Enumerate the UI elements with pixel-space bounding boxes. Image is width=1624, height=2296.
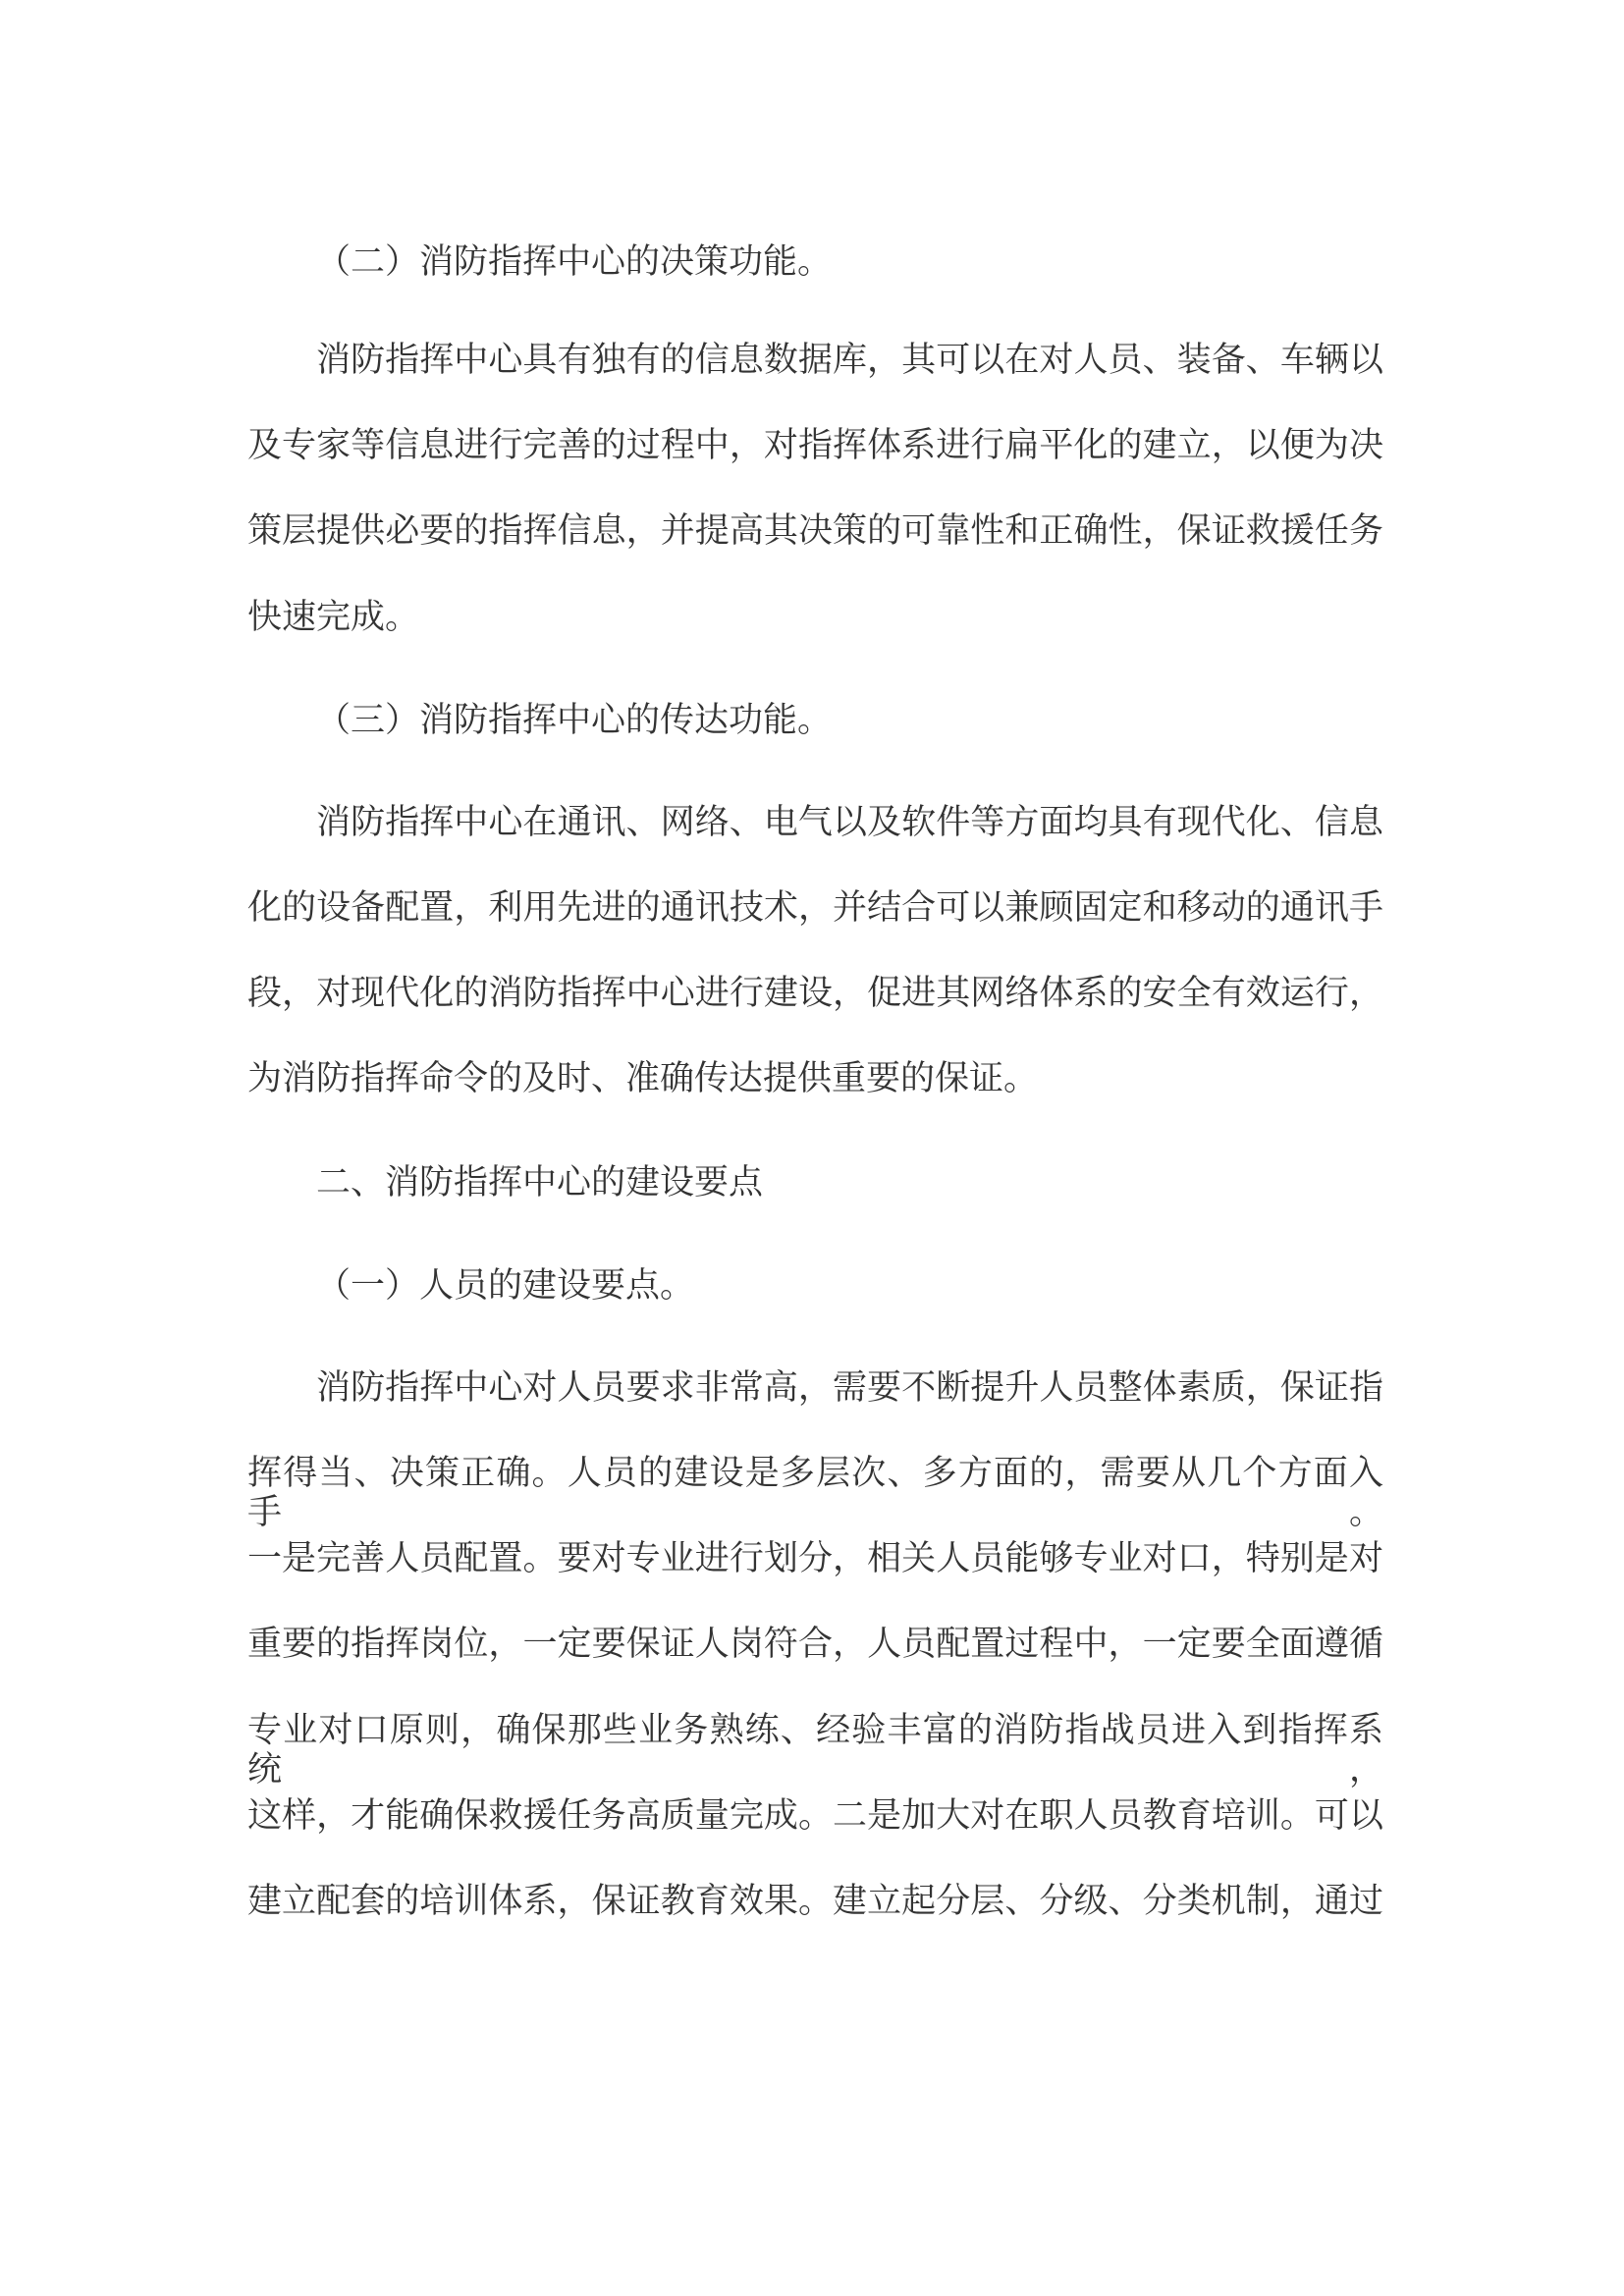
- paragraph-line: 挥得当、决策正确。人员的建设是多层次、多方面的，需要从几个方面入手。: [247, 1454, 1383, 1532]
- paragraph-line: 这样，才能确保救援任务高质量完成。二是加大对在职人员教育培训。可以: [247, 1796, 1383, 1836]
- paragraph-line: 消防指挥中心在通讯、网络、电气以及软件等方面均具有现代化、信息: [316, 803, 1383, 842]
- paragraph-line: 快速完成。: [247, 598, 420, 637]
- paragraph-line: 重要的指挥岗位，一定要保证人岗符合，人员配置过程中，一定要全面遵循: [247, 1625, 1383, 1664]
- paragraph-line: 消防指挥中心对人员要求非常高，需要不断提升人员整体素质，保证指: [316, 1368, 1383, 1408]
- paragraph-line: 建立配套的培训体系，保证教育效果。建立起分层、分级、分类机制，通过: [247, 1882, 1383, 1921]
- paragraph-line: 策层提供必要的指挥信息，并提高其决策的可靠性和正确性，保证救援任务: [247, 511, 1383, 551]
- paragraph-line: 及专家等信息进行完善的过程中，对指挥体系进行扁平化的建立，以便为决: [247, 426, 1383, 465]
- section-heading-personnel: （一）人员的建设要点。: [316, 1266, 695, 1306]
- section-heading-transmission: （三）消防指挥中心的传达功能。: [316, 701, 833, 740]
- paragraph-line: 消防指挥中心具有独有的信息数据库，其可以在对人员、装备、车辆以: [316, 341, 1383, 380]
- paragraph-line: 一是完善人员配置。要对专业进行划分，相关人员能够专业对口，特别是对: [247, 1539, 1383, 1578]
- paragraph-line: 化的设备配置，利用先进的通讯技术，并结合可以兼顾固定和移动的通讯手: [247, 888, 1383, 928]
- section-heading-decision: （二）消防指挥中心的决策功能。: [316, 242, 833, 282]
- paragraph-line: 段，对现代化的消防指挥中心进行建设，促进其网络体系的安全有效运行，: [247, 974, 1383, 1013]
- chapter-heading-key-points: 二、消防指挥中心的建设要点: [316, 1163, 764, 1202]
- paragraph-line: 为消防指挥命令的及时、准确传达提供重要的保证。: [247, 1059, 1039, 1098]
- paragraph-line: 专业对口原则，确保那些业务熟练、经验丰富的消防指战员进入到指挥系统，: [247, 1711, 1383, 1789]
